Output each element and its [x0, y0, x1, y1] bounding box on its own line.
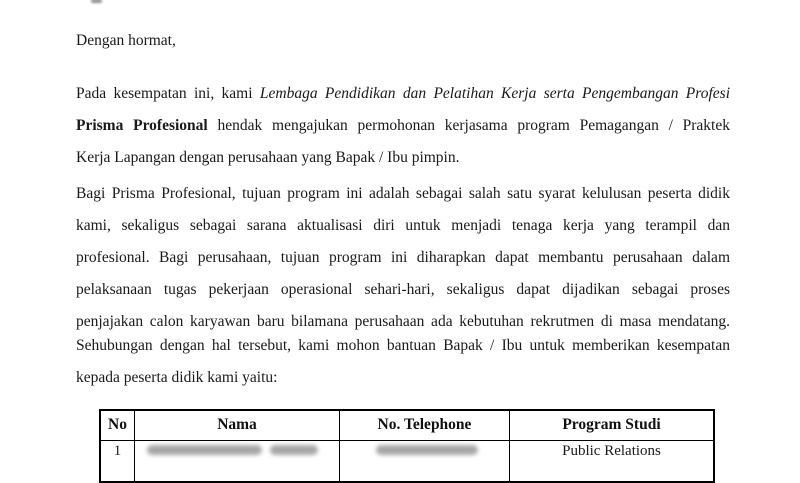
redacted-name-blur	[270, 445, 318, 455]
letter-text: hendak mengajukan permohonan kerjasama program Pemagangan / Praktek	[217, 117, 730, 134]
letter-line: kepada peserta didik kami yaitu:	[76, 369, 278, 386]
header-cell-telephone: No. Telephone	[339, 411, 509, 440]
letter-greeting: Dengan hormat,	[76, 32, 176, 49]
letter-line: Sehubungan dengan hal tersebut, kami mohon bantuan Bapak / Ibu untuk memberikan kesempatan	[76, 337, 730, 354]
paragraph-3	[76, 330, 730, 394]
students-table	[99, 409, 715, 483]
table-row	[101, 441, 713, 481]
cell-nama	[134, 441, 339, 481]
redacted-name-blur	[147, 445, 262, 455]
letter-line: Bagi Prisma Profesional, tujuan program ini adalah sebagai salah satu syarat kelulusan peserta didik	[76, 185, 730, 202]
paragraph-2	[76, 178, 730, 338]
letter-text-italic: Lembaga Pendidikan dan Pelatihan Kerja serta Pengembangan Profesi	[259, 85, 730, 102]
cell-program: Public Relations	[509, 441, 713, 481]
redacted-phone-blur	[376, 445, 478, 455]
letter-line	[76, 110, 730, 142]
header-cell-no: No	[108, 416, 127, 433]
letter-line: kami, sekaligus sebagai sarana aktualisasi diri untuk menjadi tenaga kerja yang terampil dan	[76, 217, 730, 234]
letter-text: Pada kesempatan ini, kami	[76, 85, 253, 102]
letter-line	[76, 78, 730, 110]
header-cell-program: Program Studi	[509, 411, 713, 440]
cell-telephone	[339, 441, 509, 481]
cell-no: 1	[113, 443, 122, 459]
letter-line: profesional. Bagi perusahaan, tujuan program ini diharapkan dapat membantu perusahaan dalam	[76, 249, 730, 266]
table-header-row	[101, 411, 713, 441]
cropped-text-fragment	[91, 0, 102, 3]
letter-line: pelaksanaan tugas pekerjaan operasional sehari-hari, sekaligus dapat dijadikan sebagai proses	[76, 281, 730, 298]
paragraph-1	[76, 78, 730, 174]
letter-line: Kerja Lapangan dengan perusahaan yang Bapak / Ibu pimpin.	[76, 149, 460, 166]
letter-text-bold: Prisma Profesional	[76, 117, 208, 134]
letter-line: penjajakan calon karyawan baru bilamana perusahaan ada kebutuhan rekrutmen di masa mendatang.	[76, 313, 730, 330]
header-cell-nama: Nama	[134, 411, 339, 440]
